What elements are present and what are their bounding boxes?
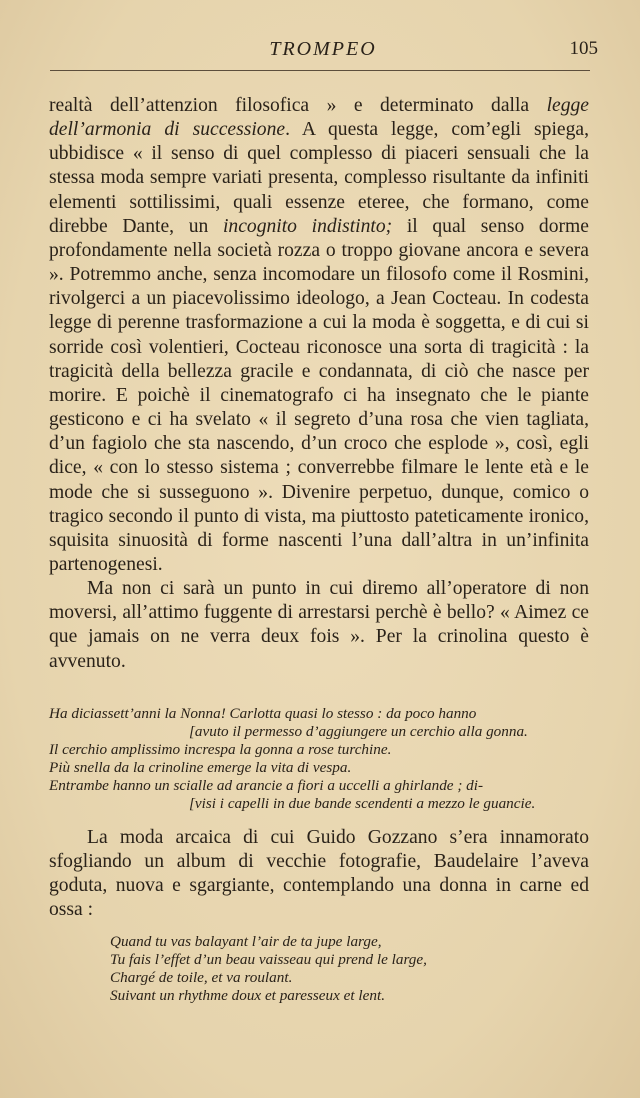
running-title: TROMPEO — [269, 38, 377, 60]
paragraph-2: Ma non ci sarà un punto in cui diremo all’operatore di non moversi, all’attimo fuggente di arrestarsi perchè è bello? « Aimez ce que jamais on ne verra deux fois ». Per la crinolina questo è avvenuto. — [49, 578, 589, 672]
paragraph-1-text-c: il qual senso dorme profondamente nella società rozza o troppo giovane ancora e severa ». Potremmo anche, senza incomodare un filosofo come il Rosmini, rivolgerci a un piacevolissimo ideologo, a Jean Cocteau. In codesta legge di perenne trasformazione a cui la moda è soggetta, e di cui si sorride così volentieri, Cocteau riconosce una sorta di tragicità : la tragicità della bellezza gracile e condannata, di ciò che nasce per morire. E poichè il cinematografo ci ha insegnato che le piante gesticono e ci ha svelato « il segreto d’una rosa che vien tagliata, d’un fagiolo che sta nascendo, d’un croco che esplode », così, egli dice, « con lo stesso sistema ; converrebbe filmare le lente età e le mode che si susseguono ». Divenire perpetuo, dunque, comico o tragico secondo il punto di vista, ma piuttosto pateticamente ironico, squisita sinuosità di forme nascenti l’una dall’altra in un’infinita partenogenesi. — [49, 215, 589, 575]
paragraph-1 — [49, 94, 589, 577]
verse-line: Chargé de toile, et va roulant. — [110, 968, 293, 986]
paragraph-1-italic-a: legge dell’armonia di successione — [49, 95, 589, 141]
main-text — [49, 94, 589, 674]
paragraph-1-italic-b: incognito indistinto; — [222, 215, 393, 237]
verse-line: [avuto il permesso d’aggiungere un cerchio alla gonna. — [189, 722, 528, 740]
paragraph-3: La moda arcaica di cui Guido Gozzano s’era innamorato sfogliando un album di vecchie fotografie, Baudelaire l’aveva goduta, nuova e sgargiante, contemplando una donna in carne ed ossa : — [49, 827, 589, 921]
page-header — [48, 38, 598, 68]
verse-line: Più snella da la crinoline emerge la vita di vespa. — [49, 758, 352, 776]
verse-quote-gozzano — [49, 705, 591, 812]
paragraph-1-text-a: realtà dell’attenzion filosofica » e determinato dalla — [49, 95, 547, 116]
verse-line: Tu fais l’effet d’un beau vaisseau qui prend le large, — [110, 950, 427, 968]
verse-line: Entrambe hanno un scialle ad arancie a fiori a uccelli a ghirlande ; di- — [49, 776, 484, 794]
paragraph-1-text-b: . A questa legge, com’egli spiega, ubbidisce « il senso di quel complesso di piaceri sensuali che la stessa moda sempre variati presenta, complesso risultante da infiniti elementi sottilissimi, quali essenze eteree, che formano, come direbbe Dante, un — [49, 119, 589, 237]
page-number: 105 — [569, 38, 598, 59]
verse-line: [visi i capelli in due bande scendenti a mezzo le guancie. — [189, 794, 536, 812]
verse-line: Il cerchio amplissimo increspa la gonna a rose turchine. — [49, 740, 392, 758]
main-text-continued — [49, 826, 589, 923]
verse-line: Quand tu vas balayant l’air de ta jupe large, — [110, 933, 382, 950]
verse-line: Ha diciassett’anni la Nonna! Carlotta quasi lo stesso : da poco hanno — [49, 705, 477, 722]
verse-line: Suivant un rhythme doux et paresseux et lent. — [110, 986, 385, 1004]
header-rule — [50, 70, 590, 71]
verse-quote-baudelaire — [110, 933, 550, 1005]
